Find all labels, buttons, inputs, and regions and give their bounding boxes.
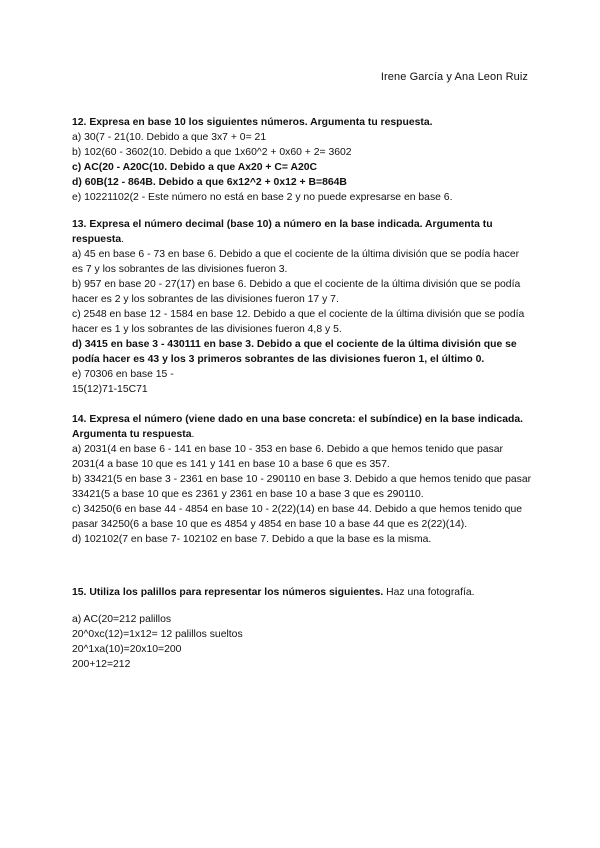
answer-line: 15(12)71-15C71 xyxy=(72,384,148,395)
section-14 xyxy=(72,412,532,547)
answer-line: e) 70306 en base 15 - xyxy=(72,369,174,380)
document-body xyxy=(72,115,532,672)
answer-line: 20^0xc(12)=1x12= 12 palillos sueltos xyxy=(72,629,243,640)
section-13 xyxy=(72,217,532,397)
answer-line: c) 34250(6 en base 44 - 4854 en base 10 - 2(22)(14) en base 44. Debido a que hemos tenido que pasar 34250(6 a base 10 que es 4854 y 4854 en base 10 a base 44 que es 2(22)(14). xyxy=(72,504,522,530)
answer-line: a) 45 en base 6 - 73 en base 6. Debido a que el cociente de la última división que se podía hacer es 7 y los sobrantes de las divisiones fueron 3. xyxy=(72,249,520,275)
answer-line: b) 957 en base 20 - 27(17) en base 6. Debido a que el cociente de la última división que se podía hacer es 2 y los sobrantes de las divisiones fueron 17 y 7. xyxy=(72,279,521,305)
section-15 xyxy=(72,585,532,672)
author-header: Irene García y Ana Leon Ruiz xyxy=(380,71,528,83)
answer-line: a) 2031(4 en base 6 - 141 en base 10 - 353 en base 6. Debido a que hemos tenido que pasar 2031(4 a base 10 que es 141 y 141 en base 10 a base 6 que es 357. xyxy=(72,444,503,470)
answer-line: a) AC(20=212 palillos xyxy=(72,614,172,625)
answer-line: d) 60B(12 - 864B. Debido a que 6x12^2 + 0x12 + B=864B xyxy=(72,177,347,188)
section-title: 14. Expresa el número (viene dado en una base concreta: el subíndice) en la base indicada. Argumenta tu respuesta. xyxy=(72,414,523,440)
answer-line: 20^1xa(10)=20x10=200 xyxy=(72,644,182,655)
answer-line: e) 10221102(2 - Este número no está en base 2 y no puede expresarse en base 6. xyxy=(72,192,453,203)
answer-line: c) AC(20 - A20C(10. Debido a que Ax20 + C= A20C xyxy=(72,162,318,173)
section-title: 15. Utiliza los palillos para representar los números siguientes. Haz una fotografía. xyxy=(72,587,475,598)
section-12 xyxy=(72,115,532,205)
answer-line: c) 2548 en base 12 - 1584 en base 12. Debido a que el cociente de la última división que se podía hacer es 1 y los sobrantes de las divisiones fueron 4,8 y 5. xyxy=(72,309,525,335)
section-title: 13. Expresa el número decimal (base 10) a número en la base indicada. Argumenta tu respuesta. xyxy=(72,219,493,245)
answer-line: d) 3415 en base 3 - 430111 en base 3. Debido a que el cociente de la última división que se podía hacer es 43 y los 3 primeros sobrantes de las divisiones fueron 1, el último 0. xyxy=(72,339,517,365)
answer-line: 200+12=212 xyxy=(72,659,131,670)
answer-line: b) 33421(5 en base 3 - 2361 en base 10 - 290110 en base 3. Debido a que hemos tenido que pasar 33421(5 a base 10 que es 2361 y 2361 en base 10 a base 3 que es 290110. xyxy=(72,474,532,500)
answer-line: a) 30(7 - 21(10. Debido a que 3x7 + 0= 21 xyxy=(72,132,267,143)
section-title: 12. Expresa en base 10 los siguientes números. Argumenta tu respuesta. xyxy=(72,117,433,128)
answer-line: d) 102102(7 en base 7- 102102 en base 7. Debido a que la base es la misma. xyxy=(72,534,432,545)
answer-line: b) 102(60 - 3602(10. Debido a que 1x60^2 + 0x60 + 2= 3602 xyxy=(72,147,352,158)
